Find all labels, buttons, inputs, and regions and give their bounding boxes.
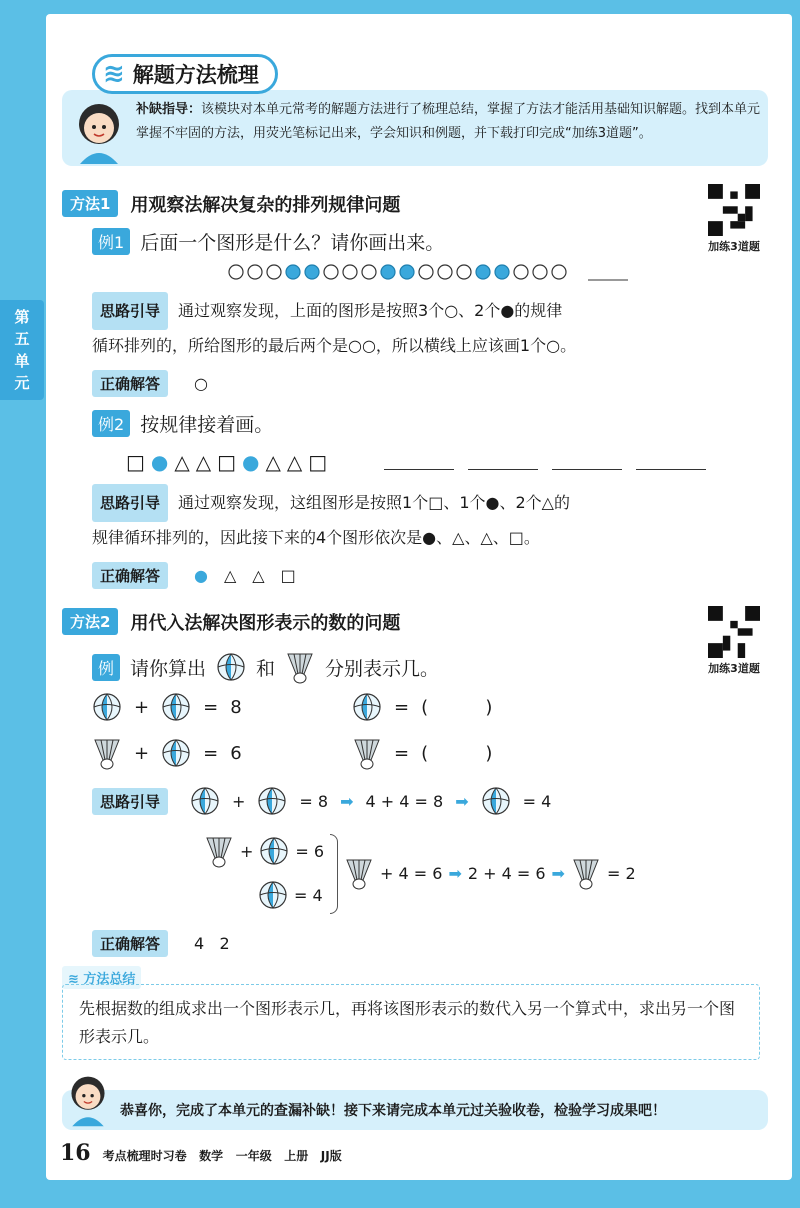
girl-avatar	[70, 98, 128, 164]
method2-header	[62, 608, 400, 635]
hint-line: 通过观察发现，这组图形是按照1个□、1个●、2个△的	[178, 493, 570, 512]
shape-sequence	[126, 450, 327, 474]
filled-circle: ●	[242, 450, 260, 474]
blank-line[interactable]	[468, 452, 538, 470]
answer-label: 正确解答	[92, 562, 168, 589]
triangle-shape: △	[174, 450, 190, 474]
empty-circle	[419, 265, 433, 279]
example2-row	[92, 410, 273, 437]
empty-circle	[267, 265, 281, 279]
answer-paren[interactable]: ( )	[421, 742, 493, 764]
answer-value: △	[252, 566, 265, 585]
blank-line[interactable]	[636, 452, 706, 470]
triangle-shape: △	[265, 450, 281, 474]
hint-label: 思路引导	[92, 788, 168, 815]
filled-circle	[381, 265, 395, 279]
equation-shuttle-ball	[92, 736, 242, 770]
method2-hint-row2c	[344, 856, 636, 890]
hint-label: 思路引导	[92, 292, 168, 330]
circle-sequence	[228, 262, 638, 282]
hint-equation: = 6	[295, 841, 325, 861]
hint-line: 循环排列的，所给图形的最后两个是○○，所以横线上应该画1个○。	[92, 336, 577, 355]
example1-hint	[92, 292, 772, 362]
empty-circle	[514, 265, 528, 279]
method2-hint-row2b	[258, 880, 323, 910]
answer-ball	[352, 692, 492, 722]
empty-circle	[362, 265, 376, 279]
answer-value: □	[280, 566, 296, 585]
hint-equation: + 4 = 6	[380, 863, 443, 883]
beach-ball-icon	[216, 652, 246, 682]
example2-tag: 例2	[92, 410, 130, 437]
shuttlecock-icon	[571, 856, 601, 890]
shuttlecock-icon	[204, 834, 234, 868]
beach-ball-icon	[481, 786, 511, 816]
guide-body: 该模块对本单元常考的解题方法进行了梳理总结，掌握了方法才能活用基础知识解题。找到本单元掌握不牢固的方法，用荧光笔标记出来，学会知识和例题，并下载打印完成“加练3道题”。	[136, 102, 761, 141]
equation-ball-ball	[92, 692, 242, 722]
beach-ball-icon	[352, 692, 382, 722]
summary-text: 先根据数的组成求出一个图形表示几，再将该图形表示的数代入另一个算式中，求出另一个图形表示几。	[79, 999, 736, 1046]
hint-equation: 4 + 4 = 8	[365, 791, 444, 811]
hint-equation: = 8	[299, 791, 329, 811]
question-part: 分别表示几。	[325, 657, 440, 680]
empty-circle	[324, 265, 338, 279]
arrow-right-icon: ➡	[448, 863, 462, 883]
triangle-shape: △	[286, 450, 303, 474]
beach-ball-icon	[161, 738, 191, 768]
qr-code-icon	[708, 184, 760, 236]
footer-text: 考点梳理时习卷 数学 一年级 上册 JJ版	[102, 1149, 342, 1163]
equals-sign: =	[203, 742, 219, 764]
answer-value: △	[223, 566, 237, 585]
answer-paren[interactable]: ( )	[421, 696, 493, 718]
answer-blanks	[384, 452, 706, 470]
hint-line: 通过观察发现，上面的图形是按照3个○、2个●的规律	[178, 301, 563, 320]
method1-title: 用观察法解决复杂的排列规律问题	[130, 194, 401, 216]
hint-line: 规律循环排列的，因此接下来的4个图形依次是●、△、△、□。	[92, 528, 540, 547]
filled-circle: ●	[150, 450, 169, 474]
girl-avatar	[64, 1070, 112, 1128]
hint-equation: = 2	[606, 863, 636, 883]
plus-sign: +	[232, 791, 246, 811]
beach-ball-icon	[259, 836, 289, 866]
example1-answer	[92, 370, 208, 397]
filled-circle	[305, 265, 319, 279]
qr-label: 加练3道题	[708, 662, 760, 675]
square-shape: □	[126, 450, 145, 474]
equals-sign: =	[203, 696, 219, 718]
summary-box	[62, 984, 760, 1060]
method2-tag: 方法2	[62, 608, 118, 635]
beach-ball-icon	[258, 880, 288, 910]
arrow-right-icon: ➡	[455, 791, 469, 811]
plus-sign: +	[240, 841, 254, 861]
answer-shuttle	[352, 736, 492, 770]
page-number: 16	[60, 1140, 91, 1166]
example1-question: 后面一个图形是什么？请你画出来。	[140, 232, 445, 254]
side-tab-char: 五	[14, 330, 30, 348]
example3-row	[92, 650, 439, 684]
beach-ball-icon	[257, 786, 287, 816]
bottom-message: 恭喜你，完成了本单元的查漏补缺！接下来请完成本单元过关验收卷，检验学习成果吧！	[120, 1103, 666, 1119]
qr-code-icon	[708, 606, 760, 658]
answer-value: ○	[194, 374, 208, 393]
triangle-shape: △	[195, 450, 212, 474]
guide-label: 补缺指导：	[136, 102, 202, 117]
filled-circle	[400, 265, 414, 279]
beach-ball-icon	[161, 692, 191, 722]
filled-circle	[476, 265, 490, 279]
shuttlecock-icon	[92, 736, 122, 770]
empty-circle	[343, 265, 357, 279]
blank-line[interactable]	[552, 452, 622, 470]
beach-ball-icon	[92, 692, 122, 722]
summary-tag-text: 方法总结	[83, 972, 136, 987]
section-title-text: 解题方法梳理	[132, 63, 259, 87]
section-title	[92, 54, 278, 94]
method2-hint-row2a	[204, 834, 324, 868]
example2-question: 按规律接着画。	[140, 414, 274, 436]
equation-result: 8	[230, 696, 242, 718]
arrow-right-icon: ➡	[340, 791, 354, 811]
blank-line[interactable]	[384, 452, 454, 470]
square-shape: □	[217, 450, 237, 474]
qr-code-2[interactable]	[706, 606, 762, 676]
hint-equation: 2 + 4 = 6	[467, 863, 546, 883]
method1-header	[62, 190, 400, 217]
summary-tag: ≋ 方法总结	[62, 966, 141, 989]
filled-circle	[286, 265, 300, 279]
footer	[60, 1140, 342, 1166]
example1-row	[92, 228, 444, 255]
arrow-right-icon: ➡	[551, 863, 565, 883]
question-part: 请你算出	[130, 657, 207, 680]
answer-label: 正确解答	[92, 370, 168, 397]
side-tab-char: 单	[14, 352, 30, 370]
empty-circle	[457, 265, 471, 279]
equals-sign: =	[394, 742, 410, 764]
brace	[330, 834, 338, 914]
side-tab-char: 第	[14, 308, 30, 326]
answer-value: ●	[194, 566, 208, 585]
hint-equation: = 4	[522, 791, 552, 811]
shuttlecock-icon	[344, 856, 374, 890]
shuttlecock-icon	[285, 650, 315, 684]
empty-circle	[533, 265, 547, 279]
hint-equation: = 4	[294, 885, 323, 905]
wave-icon: ≋	[103, 59, 125, 89]
equals-sign: =	[394, 696, 410, 718]
example1-tag: 例1	[92, 228, 130, 255]
side-tab-char: 元	[14, 374, 30, 392]
method1-tag: 方法1	[62, 190, 118, 217]
example2-answer	[92, 562, 296, 589]
method2-title: 用代入法解决图形表示的数的问题	[130, 612, 401, 634]
unit-side-tab	[0, 300, 44, 400]
equation-result: 6	[230, 742, 242, 764]
qr-code-1[interactable]	[706, 184, 762, 254]
example3-tag: 例	[92, 654, 120, 681]
empty-circle	[248, 265, 262, 279]
example2-hint	[92, 484, 772, 554]
plus-sign: +	[134, 742, 150, 764]
qr-label: 加练3道题	[708, 240, 760, 253]
answer-value: 4 2	[194, 934, 230, 953]
empty-circle	[438, 265, 452, 279]
question-part: 和	[256, 657, 276, 680]
beach-ball-icon	[190, 786, 220, 816]
plus-sign: +	[134, 696, 150, 718]
hint-label: 思路引导	[92, 484, 168, 522]
square-shape: □	[308, 450, 328, 474]
filled-circle	[495, 265, 509, 279]
empty-circle	[229, 265, 243, 279]
guide-text	[136, 98, 762, 146]
empty-circle	[552, 265, 566, 279]
shuttlecock-icon	[352, 736, 382, 770]
method2-hint-row1	[92, 786, 551, 816]
answer-label: 正确解答	[92, 930, 168, 957]
method2-answer	[92, 930, 230, 957]
